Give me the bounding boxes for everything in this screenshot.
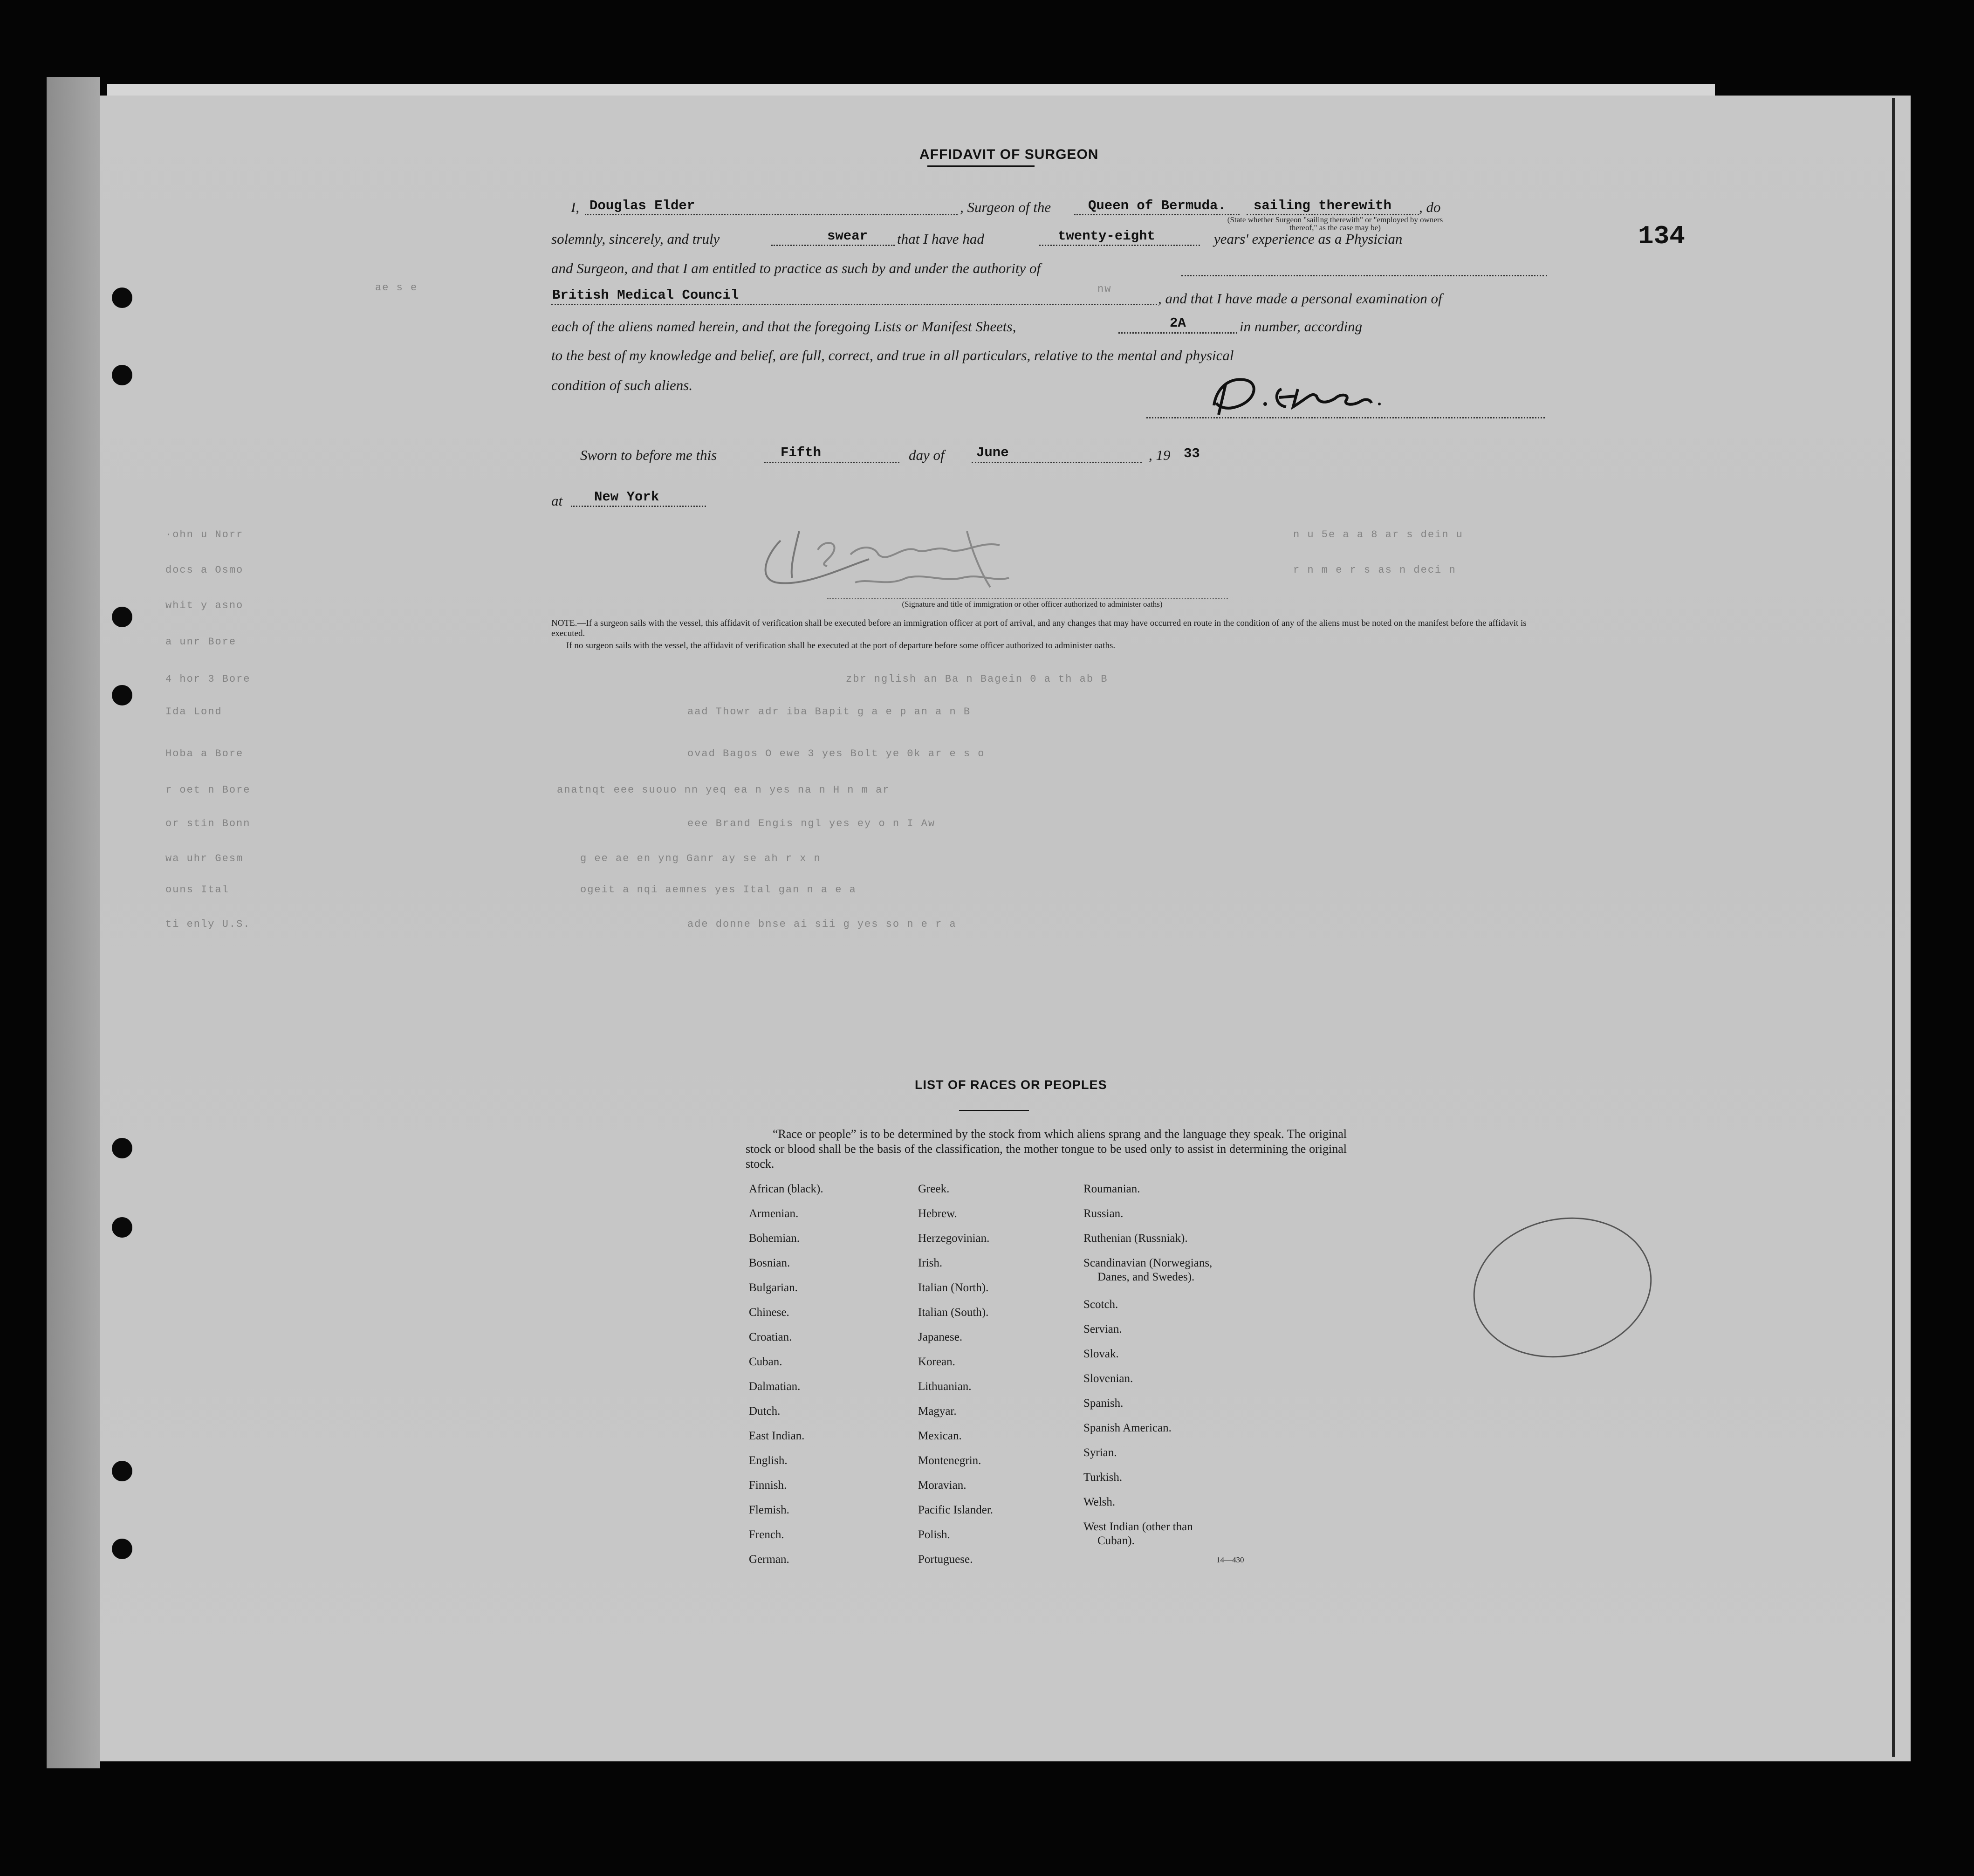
- place-line: [571, 506, 706, 507]
- note-text: —If a surgeon sails with the vessel, this affidavit of verification shall be executed before an immigration officer at port of arrival, and any changes that may have occurred en route in the condition of any of the aliens must be noted on the manifest before the affidavit is executed.: [551, 618, 1527, 638]
- races-column-2: [918, 1182, 993, 1577]
- line1-suffix: , do: [1419, 199, 1441, 215]
- bleed-row: Ida Lond: [165, 706, 222, 718]
- binder-hole: [112, 1217, 132, 1238]
- bleed-row: docs a Osmo: [165, 564, 244, 576]
- bleed-text: ae s e: [375, 282, 418, 294]
- bleed-row: ·ohn u Norr: [165, 529, 244, 541]
- sworn-text-c: , 19: [1149, 447, 1171, 463]
- bleed-row: ti enly U.S.: [165, 918, 251, 930]
- bleed-row: a unr Bore: [165, 636, 237, 648]
- race-entry: Italian (North).: [918, 1281, 989, 1294]
- race-entry: Welsh.: [1083, 1496, 1116, 1508]
- line3-text: and Surgeon, and that I am entitled to practice as such by and under the authority of: [551, 260, 1041, 276]
- line2-text-b: that I have had: [897, 231, 984, 247]
- race-entry: Spanish.: [1083, 1397, 1124, 1410]
- sworn-text-a: Sworn to before me this: [580, 447, 717, 463]
- sheet-right-edge: [1892, 98, 1895, 1757]
- bleed-row: aad Thowr adr iba Bapit g a e p an a n B: [687, 706, 971, 718]
- line1-surgeon-of: , Surgeon of the: [960, 199, 1051, 215]
- binder-hole: [112, 288, 132, 308]
- at-label: at: [551, 493, 563, 509]
- stamp-oval: [1460, 1201, 1665, 1374]
- page-number: 134: [1638, 221, 1685, 251]
- race-entry: Montenegrin.: [918, 1454, 981, 1467]
- sworn-day: Fifth: [781, 445, 822, 460]
- bleed-text: nw: [1097, 283, 1112, 295]
- sworn-day-line: [764, 462, 899, 463]
- race-entry: Slovenian.: [1083, 1372, 1133, 1385]
- bleed-row: wa uhr Gesm: [165, 853, 244, 864]
- race-entry: Herzegovinian.: [918, 1232, 990, 1245]
- sworn-text-b: day of: [909, 447, 945, 463]
- binder-hole: [112, 1461, 132, 1481]
- sworn-month: June: [976, 445, 1009, 460]
- sworn-place: New York: [594, 489, 659, 505]
- race-entry: Turkish.: [1083, 1471, 1123, 1484]
- line2-text-a: solemnly, sincerely, and truly: [551, 231, 720, 247]
- sheet-count: 2A: [1170, 315, 1186, 331]
- race-entry: Armenian.: [749, 1207, 799, 1220]
- binder-hole: [112, 685, 132, 705]
- race-entry: Lithuanian.: [918, 1380, 972, 1393]
- bleed-row: eee Brand Engis ngl yes ey o n I Aw: [687, 818, 936, 829]
- surgeon-name: Douglas Elder: [589, 198, 695, 213]
- sworn-month-line: [972, 462, 1142, 463]
- race-entry: Bosnian.: [749, 1257, 790, 1269]
- line3-blank: [1181, 275, 1547, 276]
- note-label: NOTE.: [551, 618, 577, 628]
- bleed-row: anatnqt eee suouo nn yeq ea n yes na n H n m ar: [557, 784, 890, 796]
- races-title: LIST OF RACES OR PEOPLES: [915, 1078, 1107, 1092]
- bleed-row: r n m e r s as n deci n: [1293, 564, 1456, 576]
- binder-hole: [112, 1138, 132, 1158]
- officer-signature-line: [827, 598, 1228, 599]
- line2-text-c: years' experience as a Physician: [1214, 231, 1403, 247]
- race-entry: Korean.: [918, 1356, 955, 1368]
- race-entry: German.: [749, 1553, 789, 1566]
- race-entry: Flemish.: [749, 1504, 789, 1516]
- race-entry: Russian.: [1083, 1207, 1124, 1220]
- race-entry: Roumanian.: [1083, 1183, 1140, 1195]
- surgeon-name-line: [585, 214, 958, 215]
- title-underline: [927, 165, 1035, 167]
- bleed-row: zbr nglish an Ba n Bagein 0 a th ab B: [846, 673, 1108, 685]
- line6-text: to the best of my knowledge and belief, are full, correct, and true in all particulars, relative to the mental and physical: [551, 347, 1234, 363]
- race-entry: African (black).: [749, 1183, 823, 1195]
- bleed-row: ogeit a nqi aemnes yes Ital gan n a e a: [580, 884, 857, 896]
- bleed-row: whit y asno: [165, 600, 244, 611]
- years-experience: twenty-eight: [1058, 228, 1155, 244]
- binder-hole: [112, 1539, 132, 1559]
- bleed-row: 4 hor 3 Bore: [165, 673, 251, 685]
- race-entry: Moravian.: [918, 1479, 966, 1492]
- binder-hole: [112, 365, 132, 385]
- relation-note: (State whether Surgeon "sailing therewith" or "employed by owners thereof," as the case may be): [1227, 215, 1443, 232]
- line5-text-b: in number, according: [1240, 318, 1363, 335]
- race-entry: Servian.: [1083, 1323, 1122, 1335]
- race-entry: Mexican.: [918, 1430, 962, 1442]
- race-entry: Cuban).: [1097, 1534, 1135, 1547]
- race-entry: Hebrew.: [918, 1207, 957, 1220]
- race-entry: Danes, and Swedes).: [1097, 1271, 1195, 1283]
- note-paragraph: [551, 618, 1544, 639]
- race-entry: Spanish American.: [1083, 1422, 1172, 1434]
- officer-signature: [748, 513, 1102, 606]
- line7-text: condition of such aliens.: [551, 377, 693, 393]
- race-entry: Polish.: [918, 1528, 950, 1541]
- surgeon-signature-line: [1146, 417, 1545, 418]
- vessel-name: Queen of Bermuda.: [1088, 198, 1226, 213]
- bleed-row: g ee ae en yng Ganr ay se ah r x n: [580, 853, 821, 864]
- note-text-2: If no surgeon sails with the vessel, the affidavit of verification shall be executed at the port of departure before some officer authorized to administer oaths.: [566, 641, 1116, 650]
- race-entry: Italian (South).: [918, 1306, 989, 1319]
- surgeon-signature: [1200, 370, 1414, 422]
- race-entry: Bohemian.: [749, 1232, 800, 1245]
- race-entry: Bulgarian.: [749, 1281, 798, 1294]
- race-entry: Cuban.: [749, 1356, 782, 1368]
- oath-word: swear: [827, 228, 868, 244]
- licensing-authority: British Medical Council: [552, 288, 739, 303]
- line1-prefix: I,: [571, 199, 580, 215]
- bleed-row: ade donne bnse ai sii g yes so n e r a: [687, 918, 957, 930]
- race-entry: Chinese.: [749, 1306, 789, 1319]
- race-entry: Dutch.: [749, 1405, 781, 1417]
- sheet-count-line: [1118, 332, 1237, 334]
- race-entry: Irish.: [918, 1257, 943, 1269]
- bleed-row: ouns Ital: [165, 884, 229, 896]
- bleed-row: ovad Bagos O ewe 3 yes Bolt ye 0k ar e s o: [687, 748, 985, 760]
- years-line: [1039, 245, 1200, 246]
- bleed-row: r oet n Bore: [165, 784, 251, 796]
- race-entry: Dalmatian.: [749, 1380, 801, 1393]
- races-intro: “Race or people” is to be determined by the stock from which aliens sprang and the language they speak. The original stock or blood shall be the basis of the classification, the mother tongue to be used only to assist in determining the original stock.: [746, 1127, 1347, 1171]
- line5-text-a: each of the aliens named herein, and that the foregoing Lists or Manifest Sheets,: [551, 318, 1016, 335]
- race-entry: Scotch.: [1083, 1298, 1118, 1311]
- officer-caption: (Signature and title of immigration or other officer authorized to administer oaths): [902, 600, 1163, 609]
- bleed-row: n u 5e a a 8 ar s dein u: [1293, 529, 1463, 541]
- race-entry: Scandinavian (Norwegians,: [1083, 1257, 1213, 1269]
- race-entry: French.: [749, 1528, 784, 1541]
- race-entry: Pacific Islander.: [918, 1504, 994, 1516]
- oath-line: [771, 245, 895, 246]
- race-entry: Syrian.: [1083, 1446, 1117, 1459]
- race-entry: Slovak.: [1083, 1348, 1119, 1360]
- race-entry: Magyar.: [918, 1405, 957, 1417]
- form-code: 14—430: [1216, 1555, 1244, 1564]
- race-entry: West Indian (other than: [1083, 1520, 1193, 1533]
- manifest-sheet: [100, 96, 1911, 1761]
- authority-line: [551, 304, 1157, 305]
- races-column-3: [1083, 1182, 1212, 1559]
- race-entry: English.: [749, 1454, 788, 1467]
- line4-text: , and that I have made a personal examination of: [1158, 290, 1442, 307]
- surgeon-relation: sailing therewith: [1254, 198, 1391, 213]
- sworn-year: 33: [1184, 446, 1200, 461]
- race-entry: Greek.: [918, 1183, 950, 1195]
- binder-hole: [112, 607, 132, 627]
- race-entry: Japanese.: [918, 1331, 963, 1343]
- bleed-row: or stin Bonn: [165, 818, 251, 829]
- vessel-line: [1074, 214, 1240, 215]
- bleed-row: Hoba a Bore: [165, 748, 244, 760]
- race-entry: East Indian.: [749, 1430, 805, 1442]
- races-title-underline: [959, 1110, 1029, 1111]
- page-edge-strip: [47, 77, 100, 1768]
- race-entry: Ruthenian (Russniak).: [1083, 1232, 1188, 1245]
- races-column-1: [749, 1182, 823, 1577]
- race-entry: Croatian.: [749, 1331, 792, 1343]
- race-entry: Finnish.: [749, 1479, 787, 1492]
- race-entry: Portuguese.: [918, 1553, 973, 1566]
- affidavit-title: AFFIDAVIT OF SURGEON: [919, 147, 1099, 162]
